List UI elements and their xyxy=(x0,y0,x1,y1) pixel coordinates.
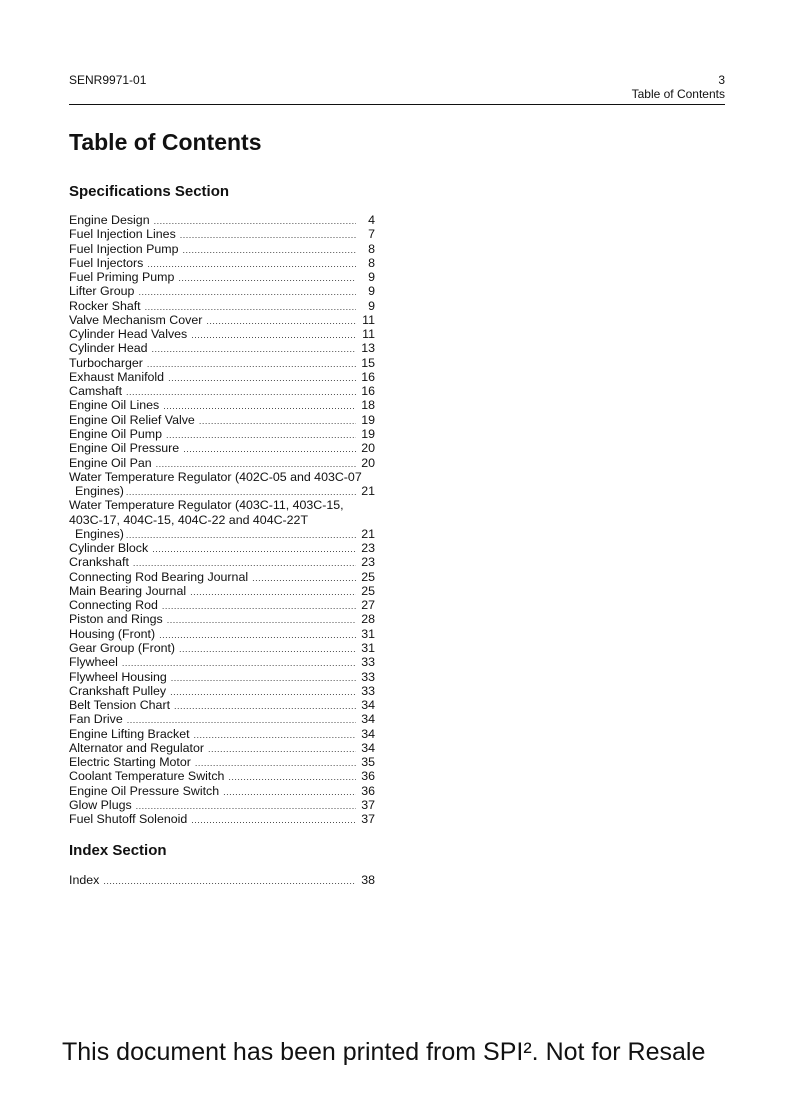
toc-entry-page: 34 xyxy=(361,726,375,741)
dot-leader xyxy=(206,314,356,328)
toc-entry-title: Camshaft xyxy=(69,384,123,399)
toc-entry[interactable] xyxy=(69,341,375,355)
toc-entry-page: 13 xyxy=(361,341,375,356)
toc-entry-page: 37 xyxy=(361,812,375,827)
toc-entry-page: 9 xyxy=(368,284,375,299)
dot-leader xyxy=(147,257,356,271)
dot-leader xyxy=(162,599,356,613)
toc-entry-page: 8 xyxy=(368,255,375,270)
toc-entry-page: 35 xyxy=(361,755,375,770)
toc-entry-title: Cylinder Head xyxy=(69,341,148,356)
dot-leader xyxy=(127,713,356,727)
toc-entry[interactable] xyxy=(69,612,375,626)
index-section-heading: Index Section xyxy=(69,842,167,859)
toc-entry-page: 31 xyxy=(361,626,375,641)
toc-entry[interactable] xyxy=(69,873,375,887)
page-header xyxy=(69,72,725,105)
toc-entry[interactable] xyxy=(69,641,375,655)
toc-entry-page: 34 xyxy=(361,740,375,755)
dot-leader xyxy=(166,428,356,442)
toc-entry-page: 25 xyxy=(361,583,375,598)
toc-entry-page: 23 xyxy=(361,555,375,570)
toc-entry-title: Piston and Rings xyxy=(69,612,163,627)
toc-entry[interactable] xyxy=(69,427,375,441)
toc-entry[interactable] xyxy=(69,784,375,798)
specifications-section-heading: Specifications Section xyxy=(69,183,230,200)
dot-leader xyxy=(167,613,356,627)
toc-entry-title: Engine Design xyxy=(69,213,150,227)
toc-entry-title: Glow Plugs xyxy=(69,797,132,812)
toc-entry-title: Engine Oil Pressure Switch xyxy=(69,783,220,798)
toc-entry[interactable] xyxy=(69,727,375,741)
toc-entry-title: Engine Oil Pressure xyxy=(69,441,180,456)
toc-entry-title: Engine Oil Lines xyxy=(69,398,160,413)
toc-entry-title: Rocker Shaft xyxy=(69,298,141,313)
toc-entry-title: Fuel Priming Pump xyxy=(69,270,175,285)
dot-leader xyxy=(194,728,356,742)
toc-entry[interactable] xyxy=(69,812,375,826)
dot-leader xyxy=(208,742,356,756)
dot-leader xyxy=(145,300,356,314)
toc-entry-page: 21 xyxy=(361,526,375,541)
toc-entry-title: Exhaust Manifold xyxy=(69,369,165,384)
toc-entry[interactable] xyxy=(69,755,375,769)
dot-leader xyxy=(154,214,356,228)
dot-leader xyxy=(159,628,356,642)
toc-entry-page: 16 xyxy=(361,369,375,384)
dot-leader xyxy=(136,799,356,813)
toc-entry-page: 33 xyxy=(361,669,375,684)
toc-entry-title: Connecting Rod xyxy=(69,598,158,613)
toc-entry[interactable] xyxy=(69,584,375,598)
toc-entry[interactable] xyxy=(69,769,375,783)
dot-leader xyxy=(195,756,356,770)
toc-entry-page: 8 xyxy=(368,241,375,256)
toc-entry[interactable] xyxy=(69,627,375,641)
toc-entry-page: 15 xyxy=(361,355,375,370)
toc-entry-page: 19 xyxy=(361,426,375,441)
toc-entry-page: 4 xyxy=(368,213,375,227)
toc-entry[interactable] xyxy=(69,698,375,712)
dot-leader xyxy=(126,485,356,499)
toc-entry-page: 33 xyxy=(361,683,375,698)
dot-leader xyxy=(133,556,356,570)
toc-entry-title: Engine Oil Relief Valve xyxy=(69,412,195,427)
toc-entry-title: Coolant Temperature Switch xyxy=(69,769,225,784)
toc-entry[interactable] xyxy=(69,555,375,569)
toc-entry[interactable] xyxy=(69,741,375,755)
toc-entry[interactable] xyxy=(69,327,375,341)
dot-leader xyxy=(199,414,356,428)
dot-leader xyxy=(183,442,356,456)
toc-entry[interactable] xyxy=(69,456,375,470)
toc-entry-page: 31 xyxy=(361,640,375,655)
toc-entry-last-line xyxy=(69,527,375,541)
toc-entry-title-line: Water Temperature Regulator (402C-05 and 403C-07 xyxy=(69,469,362,484)
toc-entry[interactable] xyxy=(69,284,375,298)
toc-entry-title: Index xyxy=(69,873,100,887)
toc-entry[interactable] xyxy=(69,598,375,612)
toc-entry-title: Crankshaft xyxy=(69,555,129,570)
toc-entry[interactable] xyxy=(69,213,375,227)
index-toc-list xyxy=(69,873,375,887)
toc-entry[interactable] xyxy=(69,270,375,284)
dot-leader xyxy=(174,699,356,713)
toc-entry[interactable] xyxy=(69,712,375,726)
toc-entry-page: 34 xyxy=(361,712,375,727)
dot-leader xyxy=(183,243,356,257)
toc-entry-title: Fan Drive xyxy=(69,712,123,727)
dot-leader xyxy=(126,385,356,399)
toc-entry[interactable] xyxy=(69,384,375,398)
toc-entry-page: 9 xyxy=(368,270,375,285)
toc-entry-title: Cylinder Block xyxy=(69,541,149,556)
toc-entry-page: 34 xyxy=(361,698,375,713)
toc-entry-page: 20 xyxy=(361,455,375,470)
specifications-toc-list xyxy=(69,213,375,826)
dot-leader xyxy=(228,770,356,784)
toc-entry-page: 21 xyxy=(361,484,375,499)
dot-leader xyxy=(126,528,356,542)
toc-entry[interactable] xyxy=(69,498,375,541)
toc-entry-title-line: Water Temperature Regulator (403C-11, 403C-15, xyxy=(69,498,344,513)
dot-leader xyxy=(152,342,356,356)
toc-entry-title: Valve Mechanism Cover xyxy=(69,312,203,327)
dot-leader xyxy=(168,371,356,385)
toc-entry-page: 11 xyxy=(362,327,375,342)
toc-entry[interactable] xyxy=(69,684,375,698)
dot-leader xyxy=(178,271,356,285)
dot-leader xyxy=(191,813,356,827)
toc-entry-title: Belt Tension Chart xyxy=(69,698,171,713)
toc-entry[interactable] xyxy=(69,398,375,412)
toc-entry-page: 27 xyxy=(361,598,375,613)
toc-entry[interactable] xyxy=(69,356,375,370)
toc-entry-title: Electric Starting Motor xyxy=(69,755,191,770)
toc-entry-title: Lifter Group xyxy=(69,284,135,299)
toc-entry-page: 23 xyxy=(361,541,375,556)
dot-leader xyxy=(156,457,356,471)
dot-leader xyxy=(170,685,356,699)
toc-entry[interactable] xyxy=(69,299,375,313)
toc-entry-page: 37 xyxy=(361,797,375,812)
toc-entry-page: 9 xyxy=(368,298,375,313)
toc-entry-page: 7 xyxy=(368,227,375,242)
toc-entry-title: Cylinder Head Valves xyxy=(69,327,188,342)
toc-entry-title: Fuel Injectors xyxy=(69,255,144,270)
dot-leader xyxy=(190,585,356,599)
toc-entry[interactable] xyxy=(69,670,375,684)
toc-entry-title: Housing (Front) xyxy=(69,626,156,641)
dot-leader xyxy=(171,671,356,685)
toc-entry-title: Fuel Injection Pump xyxy=(69,241,179,256)
toc-entry-last-line xyxy=(69,484,375,498)
toc-entry-title: Alternator and Regulator xyxy=(69,740,205,755)
toc-entry-title-line: 403C-17, 404C-15, 404C-22 and 404C-22T xyxy=(69,512,309,527)
toc-entry[interactable] xyxy=(69,256,375,270)
toc-entry[interactable] xyxy=(69,570,375,584)
toc-entry-title: Fuel Injection Lines xyxy=(69,227,176,242)
toc-entry-page: 25 xyxy=(361,569,375,584)
dot-leader xyxy=(152,542,356,556)
toc-entry[interactable] xyxy=(69,227,375,241)
dot-leader xyxy=(163,399,356,413)
toc-entry-page: 19 xyxy=(361,412,375,427)
dot-leader xyxy=(138,285,356,299)
toc-entry-title: Crankshaft Pulley xyxy=(69,683,167,698)
toc-entry[interactable] xyxy=(69,798,375,812)
toc-entry-page: 36 xyxy=(361,783,375,798)
page-number: 3 xyxy=(718,73,725,87)
toc-entry-page: 16 xyxy=(361,384,375,399)
toc-entry-title: Engines) xyxy=(75,526,124,541)
toc-entry[interactable] xyxy=(69,541,375,555)
toc-entry-title: Main Bearing Journal xyxy=(69,583,187,598)
toc-entry-title: Engine Oil Pump xyxy=(69,426,162,441)
toc-entry-title: Engines) xyxy=(75,484,124,499)
document-code: SENR9971-01 xyxy=(69,73,147,87)
toc-entry-page: 33 xyxy=(361,655,375,670)
page-title: Table of Contents xyxy=(69,129,262,155)
toc-entry-page: 38 xyxy=(361,873,375,887)
toc-entry-title: Flywheel Housing xyxy=(69,669,167,684)
dot-leader xyxy=(122,656,356,670)
toc-entry-title: Gear Group (Front) xyxy=(69,640,176,655)
toc-entry-title: Fuel Shutoff Solenoid xyxy=(69,812,188,827)
header-title: Table of Contents xyxy=(631,87,725,101)
dot-leader xyxy=(252,571,356,585)
dot-leader xyxy=(179,642,356,656)
toc-entry-page: 20 xyxy=(361,441,375,456)
toc-entry[interactable] xyxy=(69,655,375,669)
toc-entry-title: Flywheel xyxy=(69,655,118,670)
toc-entry[interactable] xyxy=(69,441,375,455)
toc-entry[interactable] xyxy=(69,470,375,499)
print-notice: This document has been printed from SPI². Not for Resale xyxy=(62,1038,706,1066)
toc-entry[interactable] xyxy=(69,413,375,427)
dot-leader xyxy=(223,785,356,799)
toc-entry[interactable] xyxy=(69,370,375,384)
toc-entry-title: Engine Oil Pan xyxy=(69,455,152,470)
dot-leader xyxy=(147,357,356,371)
toc-entry[interactable] xyxy=(69,313,375,327)
toc-entry-page: 11 xyxy=(362,312,375,327)
toc-entry-title: Turbocharger xyxy=(69,355,143,370)
toc-entry-title: Engine Lifting Bracket xyxy=(69,726,190,741)
toc-entry-page: 28 xyxy=(361,612,375,627)
toc-entry-page: 36 xyxy=(361,769,375,784)
dot-leader xyxy=(180,228,356,242)
dot-leader xyxy=(103,874,356,888)
dot-leader xyxy=(191,328,356,342)
toc-entry-page: 18 xyxy=(361,398,375,413)
toc-entry-title: Connecting Rod Bearing Journal xyxy=(69,569,249,584)
toc-entry[interactable] xyxy=(69,242,375,256)
